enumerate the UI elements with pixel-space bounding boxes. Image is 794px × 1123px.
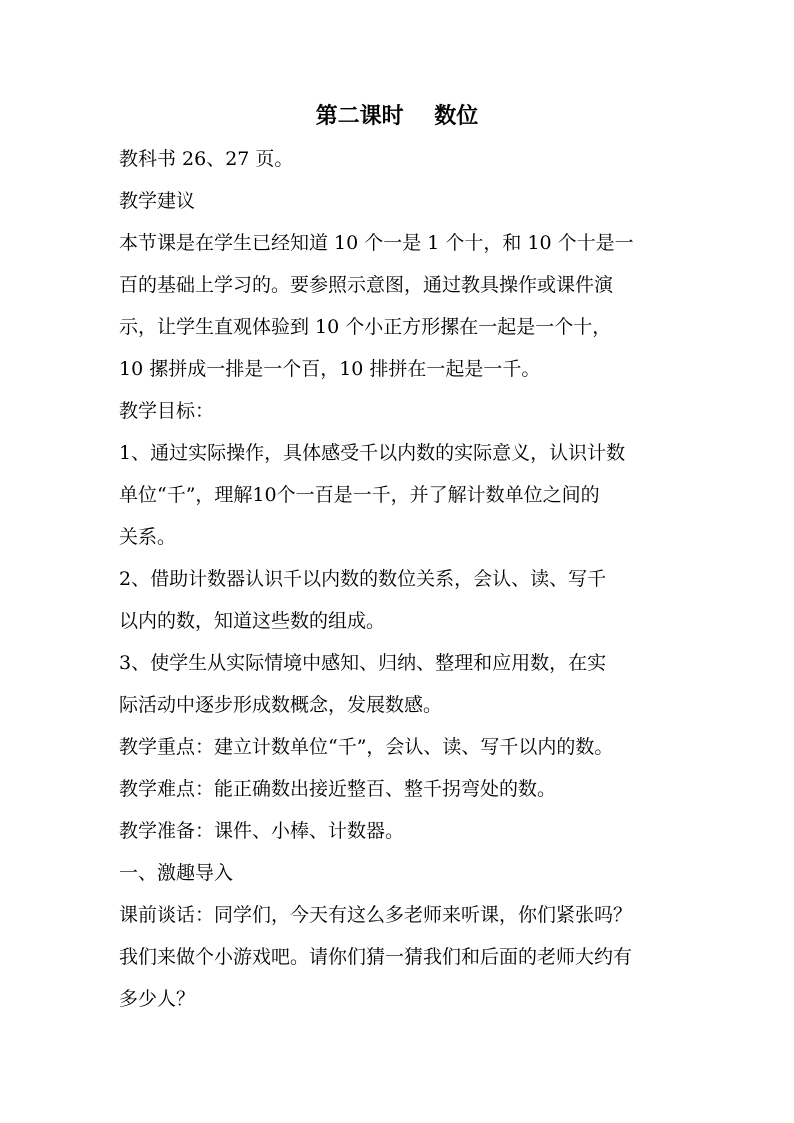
text-line-suggestion-1: 本节课是在学生已经知道 10 个一是 1 个十，和 10 个十是一 xyxy=(119,232,634,254)
text-line-suggestion-4: 10 摞拼成一排是一个百，10 排拼在一起是一千。 xyxy=(119,358,541,380)
text-line-goal-3a: 3、使学生从实际情境中感知、归纳、整理和应用数，在实 xyxy=(119,652,607,674)
text-line-goal-1a: 1、通过实际操作，具体感受千以内数的实际意义，认识计数 xyxy=(119,442,626,464)
text-line-suggestion-3: 示，让学生直观体验到 10 个小正方形摞在一起是一个十， xyxy=(119,316,612,338)
text-line-goal-1c: 关系。 xyxy=(119,526,177,548)
text-line-talk-2: 我们来做个小游戏吧。请你们猜一猜我们和后面的老师大约有 xyxy=(119,946,633,968)
heading-teaching-goals: 教学目标： xyxy=(119,400,215,422)
page-title: 第二课时 数位 xyxy=(315,103,479,129)
text-line-goal-3b: 际活动中逐步形成数概念，发展数感。 xyxy=(119,694,443,716)
heading-introduction: 一、激趣导入 xyxy=(119,862,234,884)
text-line-key-points: 教学重点：建立计数单位“千”，会认、读、写千以内的数。 xyxy=(119,736,614,758)
text-line-preparation: 教学准备：课件、小棒、计数器。 xyxy=(119,820,405,842)
text-line-difficulties: 教学难点：能正确数出接近整百、整千拐弯处的数。 xyxy=(119,778,557,800)
text-line-goal-2a: 2、借助计数器认识千以内数的数位关系，会认、读、写千 xyxy=(119,568,607,590)
heading-teaching-suggestions: 教学建议 xyxy=(119,190,196,212)
text-line-talk-1: 课前谈话：同学们，今天有这么多老师来听课，你们紧张吗？ xyxy=(119,904,633,926)
text-line-textbook-pages: 教科书 26、27 页。 xyxy=(119,148,294,170)
text-line-goal-2b: 以内的数，知道这些数的组成。 xyxy=(119,610,386,632)
text-line-talk-3: 多少人？ xyxy=(119,988,196,1010)
text-line-goal-1b: 单位“千”，理解10个一百是一千，并了解计数单位之间的 xyxy=(119,484,600,506)
text-line-suggestion-2: 百的基础上学习的。要参照示意图，通过教具操作或课件演 xyxy=(119,274,614,296)
